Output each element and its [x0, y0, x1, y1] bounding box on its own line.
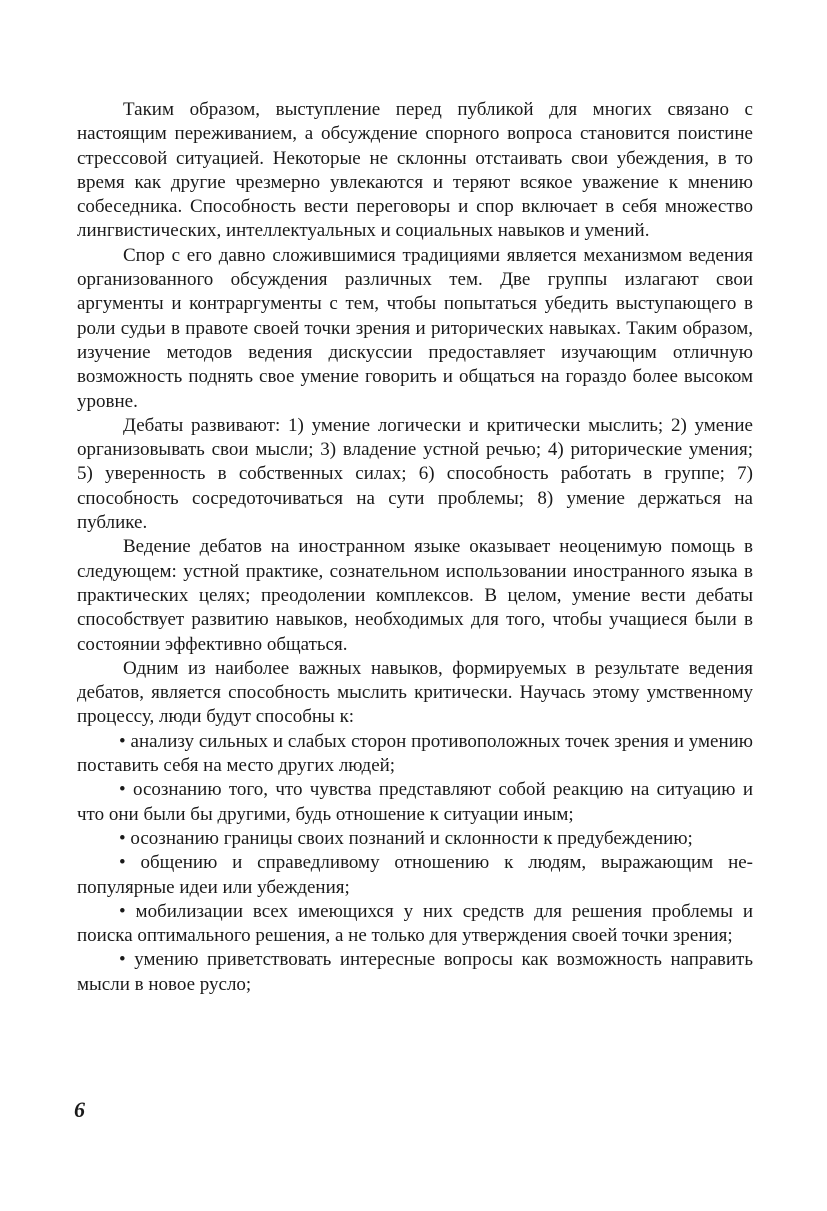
bullet-item: • анализу сильных и слабых сторон противоположных точек зрения и умению поставить себя на место других людей;	[77, 730, 753, 777]
paragraph-3: Дебаты развивают: 1) умение логически и критически мыслить; 2) умение организовывать свои мысли; 3) владение устной речью; 4) риторические умения; 5) уверенность в собственных силах; 6) способность работать в группе; 7) способность сосредоточиваться на сути проблемы; 8) умение держаться на публике.	[77, 414, 753, 534]
bullet-item: • общению и справедливому отношению к людям, выражающим непопулярные идеи или убеждения;	[77, 852, 753, 898]
bullet-item: • осознанию того, что чувства представляют собой реакцию на ситуацию и что они были бы другими, будь отношение к ситуации иным;	[77, 779, 753, 825]
page-number: 6	[74, 1097, 85, 1122]
paragraph-4: Ведение дебатов на иностранном языке оказывает неоценимую помощь в следующем: устной практике, сознательном использовании иностранного языка в практических целях; преодолении комплексов. В целом, умение вести дебаты способствует развитию навыков, необходимых для того, чтобы учащиеся были в состоянии эффективно общаться.	[77, 536, 753, 655]
bullet-item: • осознанию границы своих познаний и склонности к предубеждению;	[119, 827, 693, 849]
paragraph-1: Таким образом, выступление перед публикой для многих связано с настоящим переживанием, а обсуждение спорного вопроса становится поистине стрессовой ситуацией. Некоторые не склонны отстаивать свои убеждения, в то время как другие чрезмерно увлекаются и теряют всякое уважение к мнению собеседника. Способность вести переговоры и спор включает в себя множество лингвистических, интеллектуальных и социальных навыков и умений.	[77, 99, 753, 242]
body-text	[77, 98, 753, 997]
paragraph-5: Одним из наиболее важных навыков, формируемых в результате ведения дебатов, является способность мыслить критически. Научась этому умственному процессу, люди будут способны к:	[77, 657, 753, 728]
paragraph-2: Спор с его давно сложившимися традициями является механизмом ведения организованного обсуждения различных тем. Две группы излагают свои аргументы и контраргументы с тем, чтобы попытаться убедить выступающего в роли судьи в правоте своей точки зрения и риторических навыках. Таким образом, изучение методов ведения дискуссии предоставляет изучающим отличную возможность поднять свое умение говорить и общаться на гораздо более высоком уровне.	[77, 244, 753, 412]
bullet-item: • умению приветствовать интересные вопросы как возможность направить мысли в новое русло;	[77, 949, 753, 995]
bullet-item: • мобилизации всех имеющихся у них средств для решения проблемы и поиска оптимального решения, а не только для утверждения своей точки зрения;	[77, 900, 753, 947]
